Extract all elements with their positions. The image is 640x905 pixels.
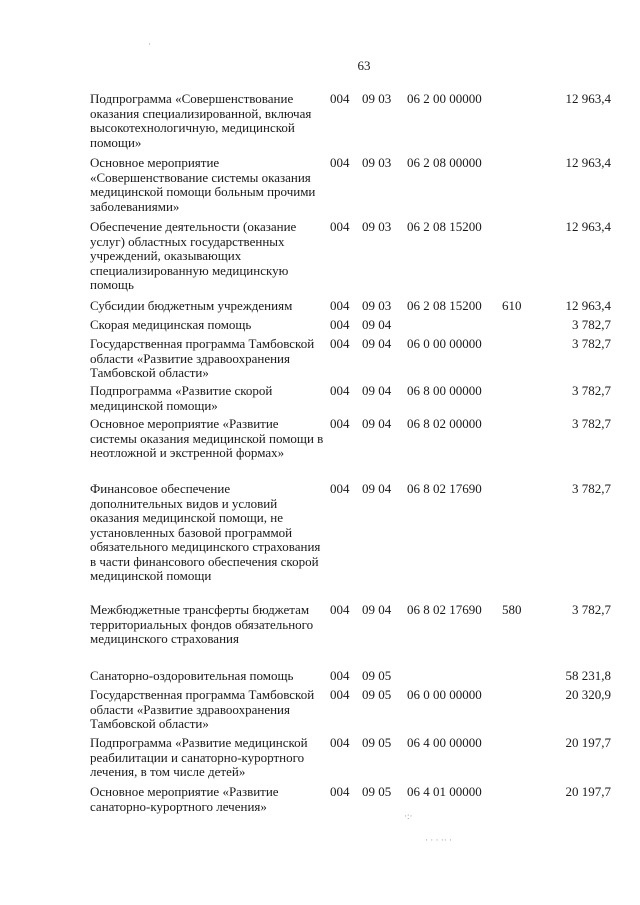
admin-code: 004	[330, 155, 350, 170]
target-article-code: 06 2 08 00000	[407, 155, 482, 170]
admin-code: 004	[330, 735, 350, 750]
admin-code: 004	[330, 602, 350, 617]
section-code: 09 05	[362, 687, 392, 702]
section-code: 09 03	[362, 219, 392, 234]
amount: 20 197,7	[565, 784, 611, 799]
admin-code: 004	[330, 317, 350, 332]
target-article-code: 06 8 00 00000	[407, 383, 482, 398]
target-article-code: 06 2 08 15200	[407, 219, 482, 234]
target-article-code: 06 4 00 00000	[407, 735, 482, 750]
amount: 20 197,7	[565, 735, 611, 750]
admin-code: 004	[330, 668, 350, 683]
amount: 3 782,7	[572, 383, 611, 398]
row-name: Обеспечение деятельности (оказание услуг) областных государственных учреждений, оказывающих специализированную медицинскую помощь	[90, 219, 297, 292]
target-article-code: 06 0 00 00000	[407, 336, 482, 351]
row-name: Основное мероприятие «Развитие санаторно-курортного лечения»	[90, 784, 279, 814]
section-code: 09 04	[362, 383, 392, 398]
amount: 12 963,4	[565, 91, 611, 106]
amount: 12 963,4	[565, 298, 611, 313]
target-article-code: 06 0 00 00000	[407, 687, 482, 702]
admin-code: 004	[330, 91, 350, 106]
scan-speck: ·:·	[404, 811, 413, 821]
amount: 3 782,7	[572, 336, 611, 351]
section-code: 09 04	[362, 416, 392, 431]
admin-code: 004	[330, 481, 350, 496]
amount: 12 963,4	[565, 219, 611, 234]
amount: 3 782,7	[572, 602, 611, 617]
amount: 58 231,8	[565, 668, 611, 683]
admin-code: 004	[330, 784, 350, 799]
target-article-code: 06 8 02 00000	[407, 416, 482, 431]
row-name: Государственная программа Тамбовской области «Развитие здравоохранения Тамбовской области»	[90, 336, 315, 380]
amount: 12 963,4	[565, 155, 611, 170]
target-article-code: 06 2 00 00000	[407, 91, 482, 106]
amount: 20 320,9	[565, 687, 611, 702]
row-name: Подпрограмма «Развитие медицинской реабилитации и санаторно-курортного лечения, в том числе детей»	[90, 735, 308, 779]
row-name: Подпрограмма «Совершенствование оказания специализированной, включая высокотехнологичную, медицинской помощи»	[90, 91, 312, 150]
section-code: 09 04	[362, 336, 392, 351]
scan-speck: ·	[148, 39, 151, 49]
admin-code: 004	[330, 416, 350, 431]
row-name: Подпрограмма «Развитие скорой медицинской помощи»	[90, 383, 273, 413]
section-code: 09 03	[362, 155, 392, 170]
section-code: 09 05	[362, 668, 392, 683]
expense-type-code: 610	[502, 298, 522, 313]
target-article-code: 06 2 08 15200	[407, 298, 482, 313]
amount: 3 782,7	[572, 481, 611, 496]
row-name: Финансовое обеспечение дополнительных видов и условий оказания медицинской помощи, не установленных базовой программой обязательного медицинского страхования в части финансового обеспечения скорой медицинской помощи	[90, 481, 321, 583]
row-name: Государственная программа Тамбовской области «Развитие здравоохранения Тамбовской области»	[90, 687, 315, 731]
target-article-code: 06 4 01 00000	[407, 784, 482, 799]
section-code: 09 03	[362, 298, 392, 313]
amount: 3 782,7	[572, 317, 611, 332]
scan-speck: · · · ·· ·	[425, 835, 452, 845]
row-name: Основное мероприятие «Развитие системы оказания медицинской помощи в неотложной и экстренной формах»	[90, 416, 324, 460]
row-name: Основное мероприятие «Совершенствование системы оказания медицинской помощи больным прочими заболеваниями»	[90, 155, 316, 214]
section-code: 09 05	[362, 784, 392, 799]
admin-code: 004	[330, 219, 350, 234]
section-code: 09 04	[362, 602, 392, 617]
section-code: 09 03	[362, 91, 392, 106]
amount: 3 782,7	[572, 416, 611, 431]
admin-code: 004	[330, 383, 350, 398]
admin-code: 004	[330, 298, 350, 313]
section-code: 09 04	[362, 481, 392, 496]
page-number: 63	[357, 58, 371, 73]
target-article-code: 06 8 02 17690	[407, 481, 482, 496]
row-name: Субсидии бюджетным учреждениям	[90, 298, 293, 313]
row-name: Межбюджетные трансферты бюджетам территориальных фондов обязательного медицинского страхования	[90, 602, 314, 646]
row-name: Скорая медицинская помощь	[90, 317, 252, 332]
section-code: 09 05	[362, 735, 392, 750]
row-name: Санаторно-оздоровительная помощь	[90, 668, 294, 683]
admin-code: 004	[330, 687, 350, 702]
admin-code: 004	[330, 336, 350, 351]
target-article-code: 06 8 02 17690	[407, 602, 482, 617]
expense-type-code: 580	[502, 602, 522, 617]
section-code: 09 04	[362, 317, 392, 332]
